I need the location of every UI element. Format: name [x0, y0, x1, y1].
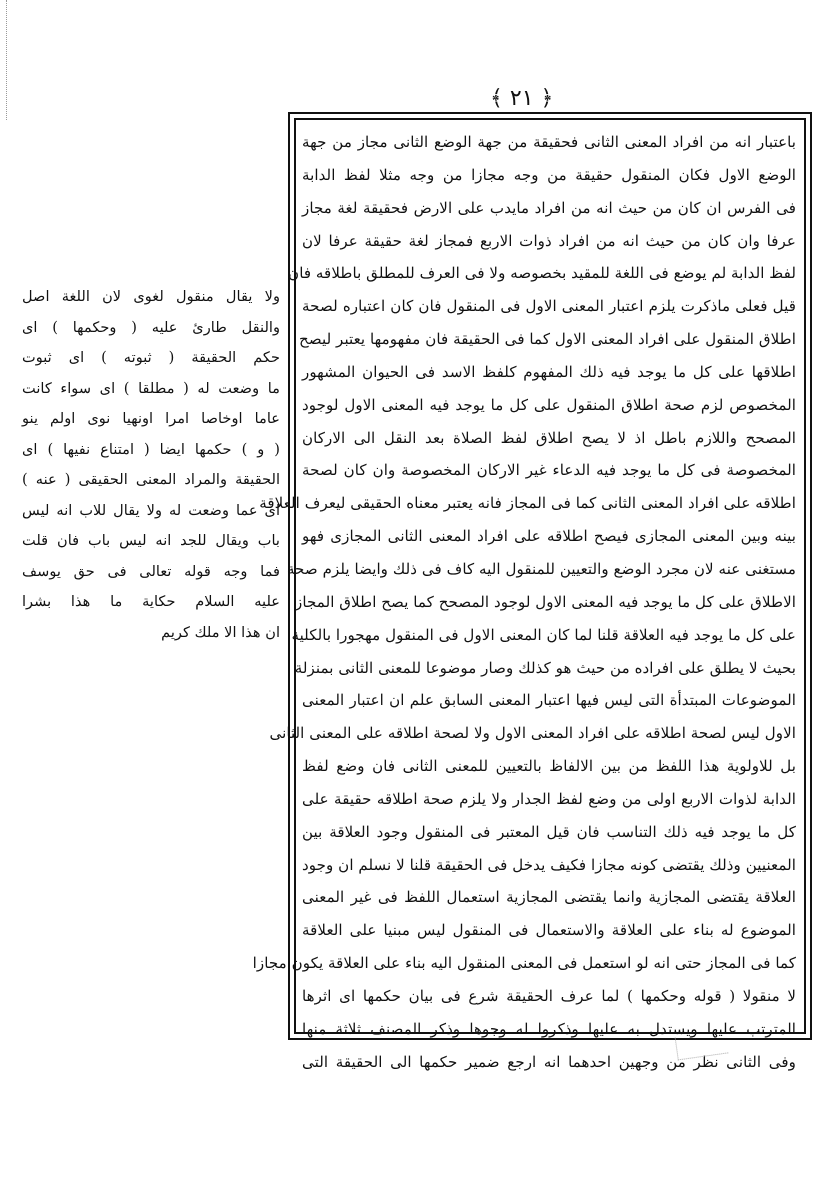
text-line: المخصوص لزم صحة اطلاق المنقول على كل ما يوجد فيه المعنى الاول لوجود — [302, 395, 796, 414]
text-line: كل ما يوجد فيه ذلك التناسب فان قيل المعتبر فى المنقول وجود العلاقة بين — [302, 822, 796, 841]
text-line: المترتب عليها ويستدل به عليها وذكروا له وجوها وذكر المصنف ثلاثة منها — [302, 1019, 796, 1038]
margin-line: باب ويقال للجد انه ليس باب فان قلت — [22, 532, 280, 549]
text-line: لا منقولا ( قوله وحكمها ) لما عرف الحقيقة شرع فى بيان حكمها اى اثرها — [302, 986, 796, 1005]
text-line: كما فى المجاز حتى انه لو استعمل فى المعنى المنقول اليه بناء على العلاقة يكون مجازا — [252, 954, 796, 973]
text-line: الدابة لذوات الاربع اولى من وضع لفظ الجدار ولا يلزم صحة اطلاقه حقيقة على — [302, 789, 796, 808]
margin-line: عاما اوخاصا امرا اونهيا نوى اولم ينو — [22, 410, 280, 427]
margin-line: الحقيقة والمراد المعنى الحقيقى ( عنه ) — [22, 471, 280, 488]
margin-line: فما وجه قوله تعالى فى حق يوسف — [22, 562, 280, 580]
text-line: الاطلاق على كل ما يوجد فيه المعنى الاول لوجود المصحح كما يصح اطلاق المجاز — [295, 592, 796, 611]
text-line: الوضع الاول فكان المنقول حقيقة من وجه مجازا من وجه مثلا لفظ الدابة — [302, 165, 796, 184]
margin-line: ما وضعت له ( مطلقا ) اى سواء كانت — [22, 379, 280, 397]
text-line: بحيث لا يطلق على افراده من حيث هو كذلك وصار موضوعا للمعنى الثانى بمنزلة — [294, 658, 796, 677]
text-line: الموضوع له بناء على العلاقة والاستعمال فى المنقول ليس مبنيا على العلاقة — [302, 921, 796, 940]
text-line: الاول ليس لصحة اطلاقه على افراد المعنى الاول ولا لصحة اطلاقه على المعنى الثانى — [269, 724, 796, 743]
text-line: وفى الثانى نظر من وجهين احدهما انه ارجع ضمير حكمها الى الحقيقة التى — [302, 1052, 796, 1071]
binding-marks — [6, 0, 19, 120]
text-line: مستغنى عنه لان مجرد الوضع والتعيين للمنقول اليه كاف فى ذلك وايضا يلزم صحة — [286, 559, 796, 578]
text-line: بل للاولوية هذا اللفظ من بين الالفاظ بالتعيين للمعنى الثانى فان وضع لفظ — [302, 757, 796, 776]
page-number: ﴿ ۲۱ ﴾ — [490, 86, 554, 111]
text-line: على كل ما يوجد فيه العلاقة قلنا لما كان المعنى الاول فى المنقول مهجورا بالكلية — [291, 625, 796, 644]
main-text-body — [252, 118, 806, 1071]
margin-note — [22, 282, 280, 648]
text-line: الموضوعات المبتدأة التى ليس فيها اعتبار المعنى السابق علم ان اعتبار المعنى — [302, 691, 796, 710]
text-line: اطلاقها على كل ما يوجد فيه ذلك المفهوم كلفظ الاسد فى الحيوان المشهور — [302, 362, 796, 381]
margin-line: اى عما وضعت له ولا يقال للاب انه ليس — [22, 501, 280, 519]
text-line: قيل فعلى ماذكرت يلزم اعتبار المعنى الاول فى المنقول فان كان اعتباره لصحة — [302, 297, 796, 316]
margin-line: والنقل طارئ عليه ( وحكمها ) اى — [22, 318, 280, 336]
margin-line: ولا يقال منقول لغوى لان اللغة اصل — [22, 288, 280, 305]
margin-line: حكم الحقيقة ( ثبوته ) اى ثبوت — [22, 349, 280, 366]
text-line: اطلاقه على افراد المعنى الثانى كما فى المجاز فانه يعتبر معناه الحقيقى ليعرف العلاقة — [259, 494, 796, 513]
text-line: المصحح واللازم باطل اذ لا يصح اطلاق لفظ الصلاة بعد النقل الى الاركان — [302, 428, 796, 447]
text-line: عرفا وان كان من حيث انه من افراد ذوات الاربع فمجاز لغة حقيقة عرفا لان — [302, 231, 796, 250]
text-line: المعنيين وذلك يقتضى كونه مجازا فكيف يدخل فى الحقيقة قلنا لا نسلم ان وجود — [302, 855, 796, 874]
margin-line: ( و ) حكمها ايضا ( امتناع نفيها ) اى — [22, 440, 280, 458]
text-line: لفظ الدابة لم يوضع فى اللغة للمقيد بخصوصه ولا فى العرف للمطلق باطلاقه فان — [288, 264, 796, 283]
text-line: المخصوصة فى كل ما يوجد فيه الدعاء غير الاركان المخصوصة وان كان لصحة — [302, 461, 796, 480]
main-text-frame — [252, 112, 812, 1071]
text-line: اطلاق المنقول على افراد المعنى الاول كما فى الحقيقة فان مفهومها يعتبر ليصح — [299, 330, 796, 349]
margin-line: عليه السلام حكاية ما هذا بشرا — [22, 593, 280, 610]
margin-line: ان هذا الا ملك كريم — [161, 623, 280, 641]
text-line: باعتبار انه من افراد المعنى الثانى فحقيقة من جهة الوضع الثانى مجاز من جهة — [302, 133, 796, 151]
text-line: العلاقة يقتضى المجازية وانما يقتضى المجازية استعمال اللفظ فى غير المعنى — [302, 888, 796, 907]
text-line: فى الفرس ان كان من حيث انه من افراد مايدب على الارض فحقيقة لغة مجاز — [302, 198, 796, 217]
text-line: بينه وبين المعنى المجازى فيصح اطلاقه على افراد المعنى الثانى المجازى فهو — [302, 527, 796, 546]
